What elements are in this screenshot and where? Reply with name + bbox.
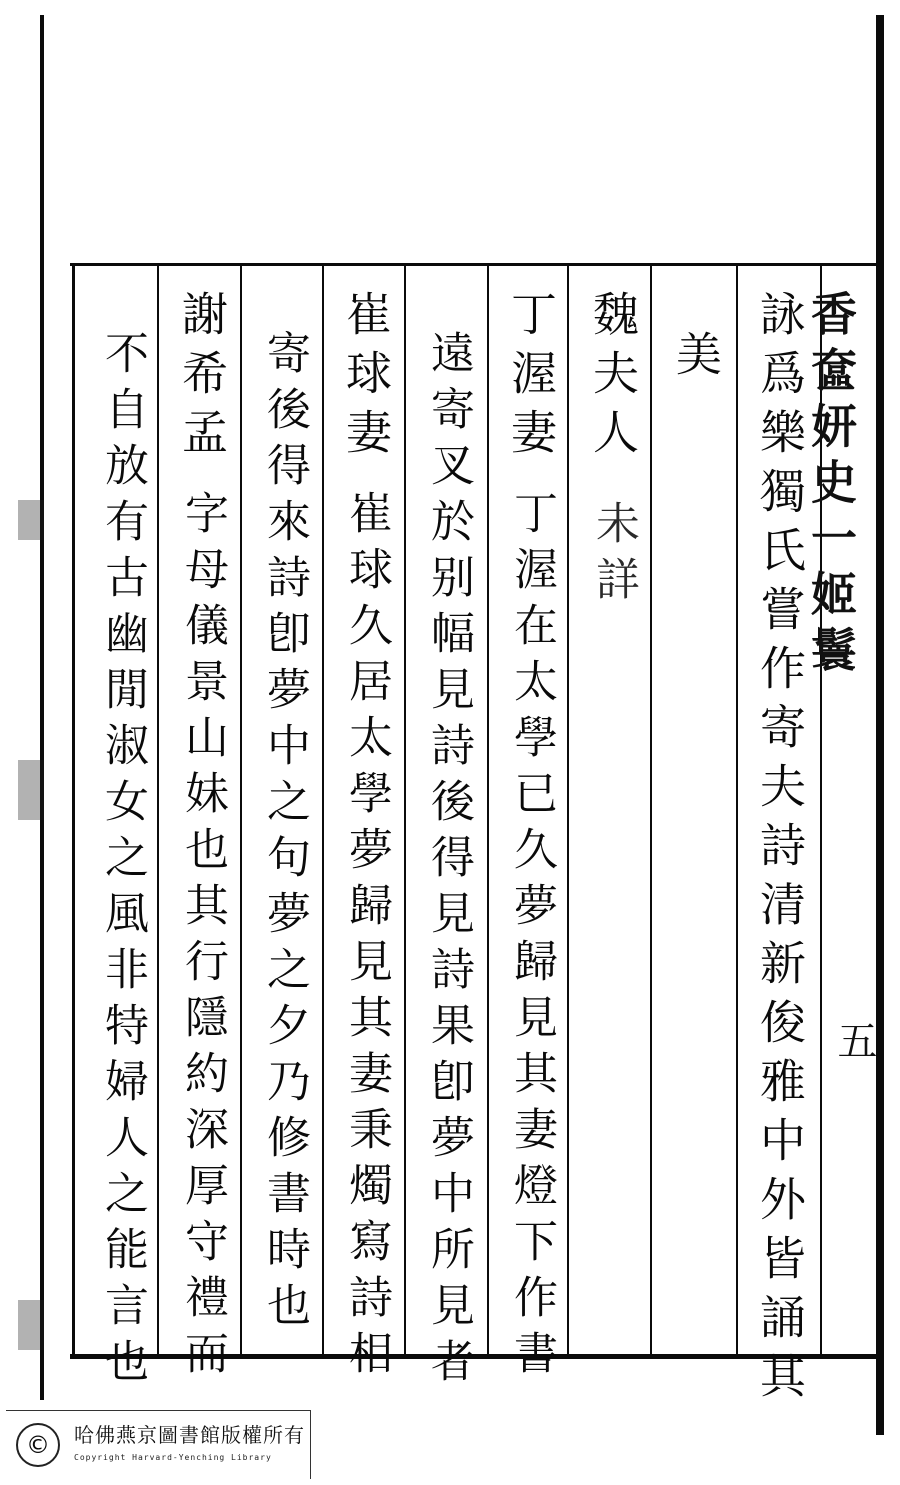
column-7-text: 寄後得來詩卽夢中之句夢之夕乃修書時也 <box>259 330 310 1338</box>
margin-title-text: 香奩妍史 <box>804 290 858 514</box>
text-column-1 <box>752 290 808 1411</box>
text-column-3-heading <box>585 290 641 467</box>
column-divider <box>567 265 569 1355</box>
column-divider <box>487 265 489 1355</box>
entry-note-unknown: 未詳 <box>588 500 639 612</box>
column-4-text: 丁渥在太學已久夢歸見其妻燈下作書 <box>506 490 557 1386</box>
margin-section-text: 姬鬟 <box>804 570 858 682</box>
bleed-through-smudge <box>18 760 44 820</box>
column-divider <box>240 265 242 1355</box>
right-edge-line <box>876 15 884 1435</box>
copyright-chinese-text: 哈佛燕京圖書館版權所有 <box>74 1423 305 1447</box>
text-column-8-text <box>174 490 230 1386</box>
margin-chapter-text: 一 <box>804 514 858 570</box>
left-binding-line <box>40 15 44 1400</box>
column-5-text: 遠寄叉於别幅見詩後得見詩果卽夢中所見者 <box>423 330 474 1394</box>
column-9-text: 不自放有古幽閒淑女之風非特婦人之能言也 <box>97 330 148 1394</box>
column-divider <box>736 265 738 1355</box>
bleed-through-smudge <box>18 1300 44 1350</box>
entry-heading-ding-wo-qi: 丁渥妻 <box>504 290 558 467</box>
column-8-text: 字母儀景山妹也其行隱約深厚守禮而 <box>177 490 228 1386</box>
top-frame-line <box>70 263 876 266</box>
copyright-icon: © <box>16 1423 60 1467</box>
column-1-text: 詠爲樂獨氏嘗作寄夫詩清新俊雅中外皆誦其 <box>753 290 807 1411</box>
copyright-english-text: Copyright Harvard-Yenching Library <box>74 1453 272 1462</box>
column-divider <box>404 265 406 1355</box>
column-divider <box>322 265 324 1355</box>
column-divider <box>157 265 159 1355</box>
text-column-6-text <box>338 490 394 1386</box>
inner-left-frame-line <box>72 263 75 1358</box>
text-column-2 <box>668 330 724 389</box>
text-column-5 <box>420 330 476 1394</box>
margin-book-title <box>804 290 864 1110</box>
column-6-text: 崔球久居太學夢歸見其妻秉燭寫詩相 <box>341 490 392 1386</box>
text-column-3-note <box>585 500 641 612</box>
entry-heading-wei-furen: 魏夫人 <box>586 290 640 467</box>
text-column-7 <box>256 330 312 1338</box>
copyright-stamp <box>6 1410 311 1479</box>
column-2-text: 美 <box>669 330 723 389</box>
text-column-8-heading <box>174 290 230 467</box>
entry-heading-cui-qiu-qi: 崔球妻 <box>339 290 393 467</box>
folio-number: 五 <box>831 1020 877 1060</box>
text-column-9 <box>94 330 150 1394</box>
bleed-through-smudge <box>18 500 44 540</box>
text-column-4-text <box>503 490 559 1386</box>
entry-heading-xie-ximeng: 謝希孟 <box>175 290 229 467</box>
text-column-6-heading <box>338 290 394 467</box>
column-divider <box>650 265 652 1355</box>
text-column-4-heading <box>503 290 559 467</box>
